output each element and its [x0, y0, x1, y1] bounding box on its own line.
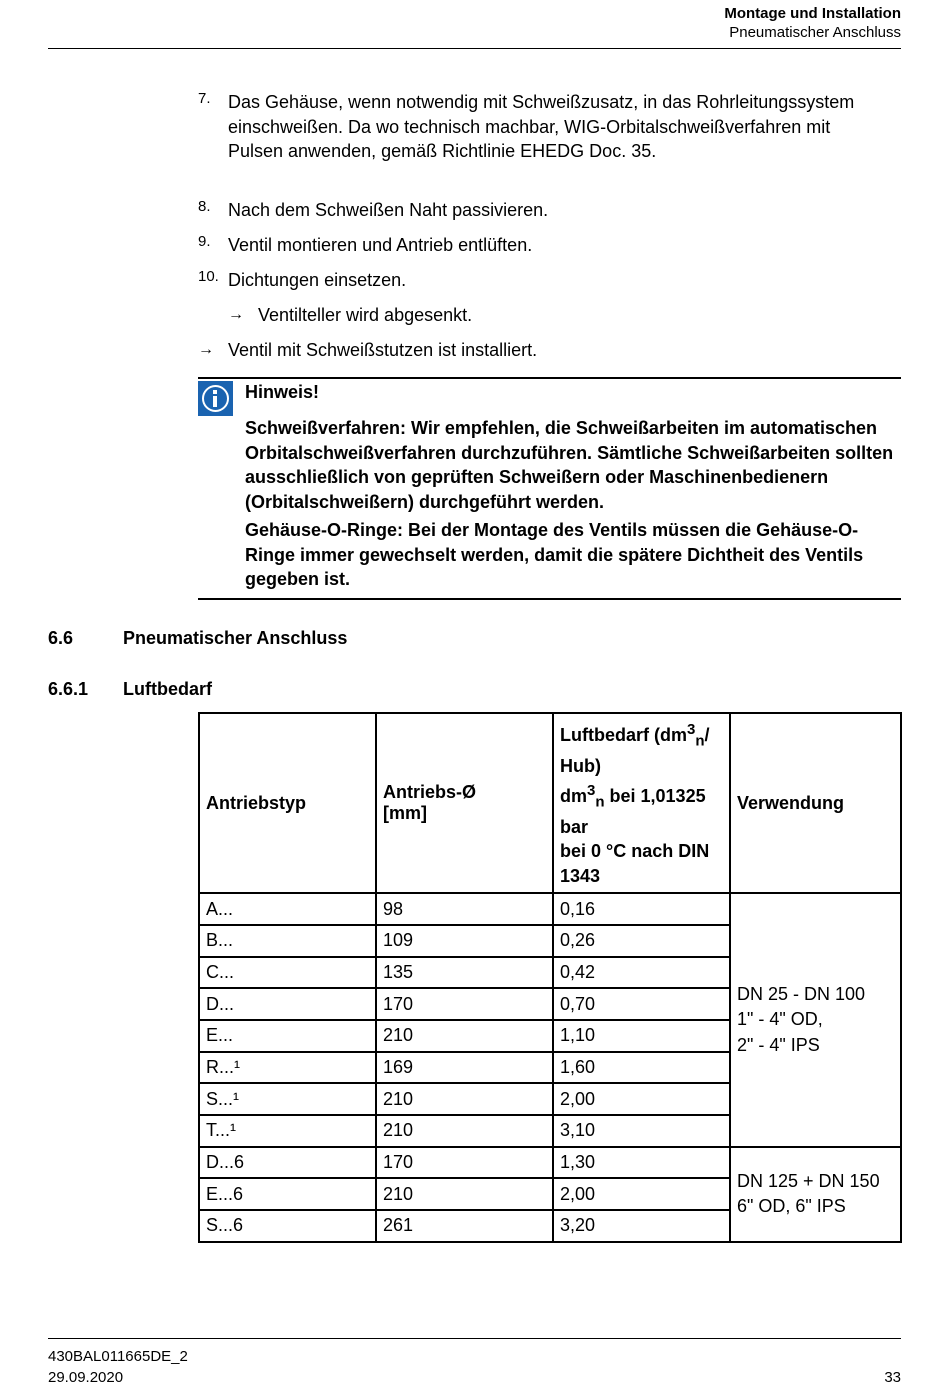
note-title: Hinweis!: [245, 382, 320, 402]
cell-diameter: 210: [376, 1083, 553, 1115]
cell-drive-type: C...: [199, 957, 376, 989]
cell-diameter: 135: [376, 957, 553, 989]
cell-diameter: 98: [376, 893, 553, 925]
subsection-number: 6.6.1: [48, 679, 89, 699]
header-rule: [48, 48, 901, 49]
info-icon: [198, 381, 233, 416]
result-text: Ventil mit Schweißstutzen ist installiert.: [228, 340, 538, 360]
header-air-line1: Luftbedarf ($dm^3_n/$: [560, 721, 710, 750]
cell-usage-group-2: [730, 1147, 901, 1242]
cell-diameter: 210: [376, 1178, 553, 1210]
footer-page-number: 33: [884, 1369, 901, 1386]
cell-usage-group-1: [730, 893, 901, 1147]
cell-air: 0,42: [553, 957, 730, 989]
cell-drive-type: R...¹: [199, 1052, 376, 1084]
table-header-row: [199, 713, 901, 893]
header-drive-diameter: [376, 713, 553, 893]
cell-air: 2,00: [553, 1178, 730, 1210]
header-usage: Verwendung: [730, 713, 901, 893]
air-consumption-table: [198, 712, 902, 1243]
cell-air: 2,00: [553, 1083, 730, 1115]
footer-date: 29.09.2020: [48, 1369, 124, 1386]
table-row: [199, 893, 901, 925]
step-number: 10.: [198, 268, 219, 285]
footer-doc-id: 430BAL011665DE_2: [48, 1348, 188, 1365]
header-air-line4: bar: [560, 816, 589, 837]
header-air-consumption: [553, 713, 730, 893]
cell-air: 0,16: [553, 893, 730, 925]
subsection-title: Luftbedarf: [123, 679, 212, 699]
header-air-line6: 1343: [560, 865, 601, 886]
header-air-line3: $dm^3_n$ bei 1,01325: [560, 781, 706, 811]
cell-drive-type: B...: [199, 925, 376, 957]
cell-air: 3,20: [553, 1210, 730, 1242]
header-drive-type: Antriebstyp: [199, 713, 376, 893]
note-bottom-rule: [198, 598, 901, 600]
step-text: Das Gehäuse, wenn notwendig mit Schweißzusatz, in das Rohrleitungssystem einschweißen. Da wo technisch machbar, WIG-Orbitalschweißverfahren mit Pulsen anwenden, gemäß Richtlinie EHEDG Doc. 35.: [228, 92, 855, 161]
cell-air: 0,70: [553, 988, 730, 1020]
header-drive-diameter-line1: Antriebs-Ø: [383, 782, 477, 803]
usage-line: 1" - 4" OD,: [737, 1009, 823, 1030]
step-number: 7.: [198, 90, 211, 107]
note-paragraph: Schweißverfahren: Wir empfehlen, die Schweißarbeiten im automatischen Orbitalschweißverfahren durchzuführen. Sämtliche Schweißarbeiten sollten ausschließlich von geprüften Schweißern oder Maschinenbedienern (Orbitalschweißern) durchgeführt werden.: [245, 418, 894, 512]
cell-drive-type: D...6: [199, 1147, 376, 1179]
cell-drive-type: S...6: [199, 1210, 376, 1242]
cell-diameter: 210: [376, 1020, 553, 1052]
step-text: Nach dem Schweißen Naht passivieren.: [228, 200, 549, 220]
cell-air: 3,10: [553, 1115, 730, 1147]
note-paragraph: Gehäuse-O-Ringe: Bei der Montage des Ventils müssen die Gehäuse-O-Ringe immer gewechselt werden, damit die spätere Dichtheit des Ventils gegeben ist.: [245, 520, 864, 589]
cell-diameter: 170: [376, 988, 553, 1020]
footer-rule: [48, 1338, 901, 1339]
header-air-line2: Hub): [560, 756, 601, 777]
arrow-right-icon: →: [228, 306, 244, 323]
cell-diameter: 261: [376, 1210, 553, 1242]
cell-air: 1,10: [553, 1020, 730, 1052]
usage-line: 2" - 4" IPS: [737, 1034, 820, 1055]
header-section-title: Pneumatischer Anschluss: [729, 24, 901, 41]
usage-line: DN 25 - DN 100: [737, 983, 866, 1004]
cell-drive-type: A...: [199, 893, 376, 925]
cell-air: 1,30: [553, 1147, 730, 1179]
table-row: [199, 1147, 901, 1179]
header-air-line5: bei 0 °C nach DIN: [560, 841, 710, 862]
cell-drive-type: E...6: [199, 1178, 376, 1210]
cell-air: 0,26: [553, 925, 730, 957]
arrow-right-icon: →: [198, 341, 214, 358]
cell-drive-type: T...¹: [199, 1115, 376, 1147]
result-text: Ventilteller wird abgesenkt.: [258, 305, 473, 325]
cell-diameter: 169: [376, 1052, 553, 1084]
header-chapter-title: Montage und Installation: [724, 5, 901, 22]
cell-drive-type: S...¹: [199, 1083, 376, 1115]
step-number: 8.: [198, 198, 211, 215]
cell-diameter: 170: [376, 1147, 553, 1179]
header-drive-diameter-line2: [mm]: [383, 803, 427, 824]
step-number: 9.: [198, 233, 211, 250]
step-text: Dichtungen einsetzen.: [228, 270, 407, 290]
usage-line: 6" OD, 6" IPS: [737, 1196, 846, 1217]
usage-line: DN 125 + DN 150: [737, 1170, 880, 1191]
cell-diameter: 210: [376, 1115, 553, 1147]
cell-air: 1,60: [553, 1052, 730, 1084]
note-top-rule: [198, 377, 901, 379]
cell-drive-type: E...: [199, 1020, 376, 1052]
cell-diameter: 109: [376, 925, 553, 957]
cell-drive-type: D...: [199, 988, 376, 1020]
step-text: Ventil montieren und Antrieb entlüften.: [228, 235, 533, 255]
section-title: Pneumatischer Anschluss: [123, 628, 348, 648]
section-number: 6.6: [48, 628, 74, 648]
